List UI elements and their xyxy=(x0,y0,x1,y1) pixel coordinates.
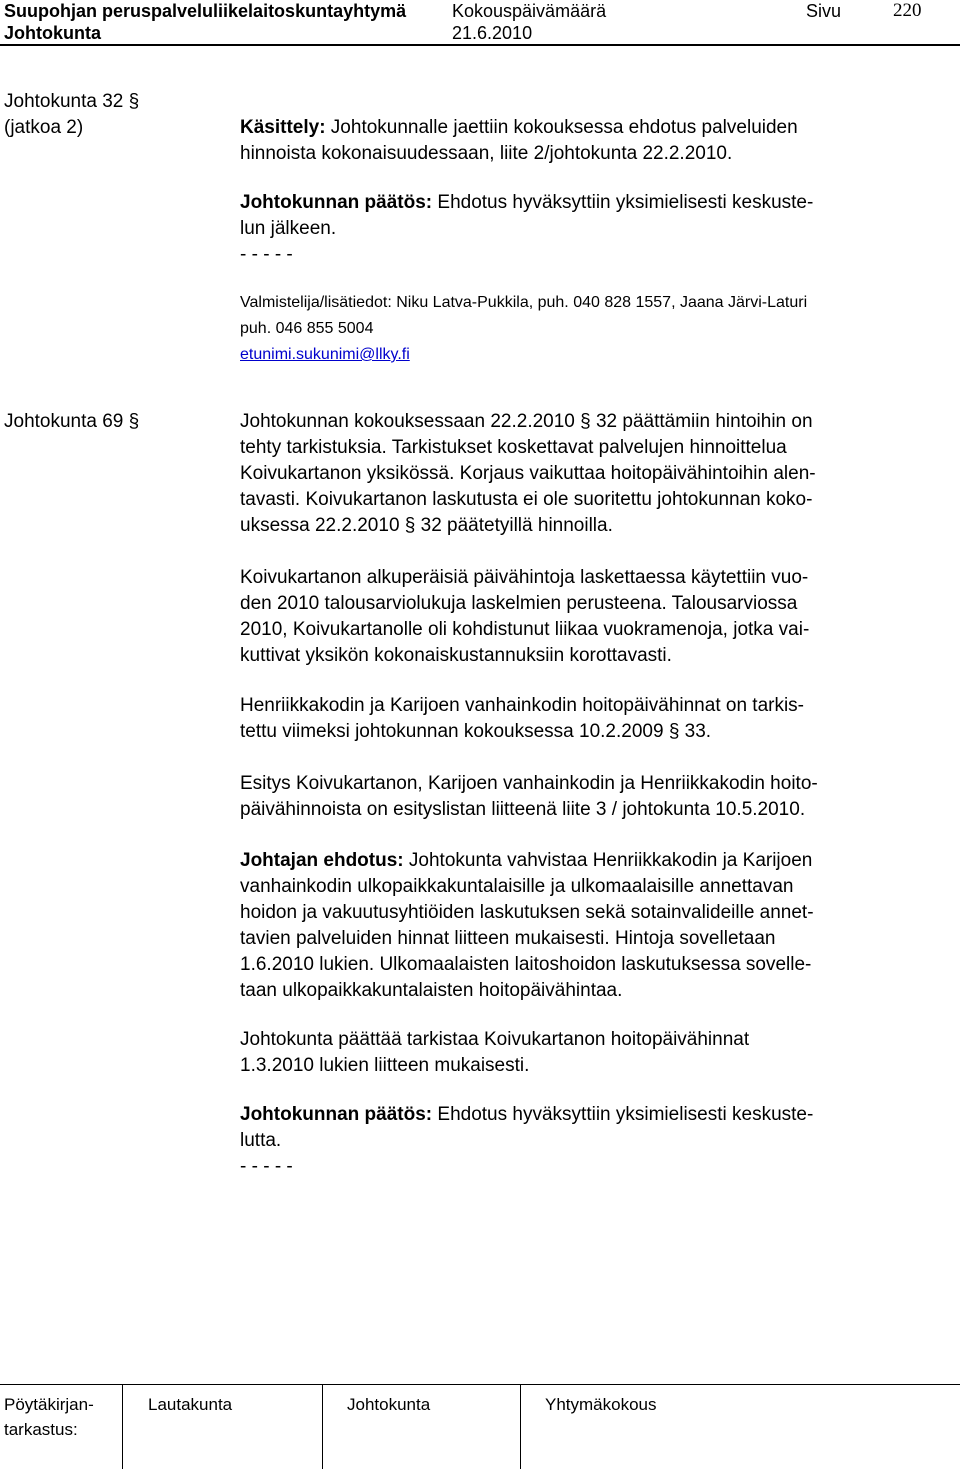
footer-yhtymakokous: Yhtymäkokous xyxy=(545,1395,657,1414)
paatos-label-69: Johtokunnan päätös: xyxy=(240,1104,433,1125)
p1-line-5: uksessa 22.2.2010 § 32 päätetyillä hinnoilla. xyxy=(240,515,613,536)
ehdotus-line-3: hoidon ja vakuutusyhtiöiden laskutuksen sekä sotainvalideille annet- xyxy=(240,902,814,923)
footer-separator-3 xyxy=(520,1385,521,1469)
paatos-text-32-2: lun jälkeen. xyxy=(240,218,337,239)
ehdotus-line-4: tavien palveluiden hinnat liitteen mukaisesti. Hintoja sovelletaan xyxy=(240,928,776,949)
p1-line-1: Johtokunnan kokouksessaan 22.2.2010 § 32 päättämiin hintoihin on xyxy=(240,411,813,432)
page-label: Sivu xyxy=(806,1,842,21)
footer-review-line-2: tarkastus: xyxy=(4,1420,78,1439)
governing-body: Johtokunta xyxy=(4,23,101,43)
ehdotus-label: Johtajan ehdotus: xyxy=(240,850,404,871)
p2-line-1: Koivukartanon alkuperäisiä päivähintoja laskettaessa käytettiin vuo- xyxy=(240,567,809,588)
paragraph-6 xyxy=(240,1027,940,1079)
paragraph-4 xyxy=(240,771,940,823)
p1-line-3: Koivukartanon yksikössä. Korjaus vaikuttaa hoitopäivähintoihin alen- xyxy=(240,463,816,484)
p6-line-2: 1.3.2010 lukien liitteen mukaisesti. xyxy=(240,1055,530,1076)
footer-review-line-1: Pöytäkirjan- xyxy=(4,1395,94,1414)
footer-lautakunta: Lautakunta xyxy=(148,1395,233,1414)
p6-line-1: Johtokunta päättää tarkistaa Koivukartanon hoitopäivähinnat xyxy=(240,1029,750,1050)
page-header xyxy=(0,0,960,46)
contact-email-link[interactable]: etunimi.sukunimi@llky.fi xyxy=(240,346,410,363)
footer-review-label xyxy=(4,1392,94,1442)
page-number: 220 xyxy=(893,0,922,21)
footer-johtokunta: Johtokunta xyxy=(347,1395,431,1414)
separator-32: - - - - - xyxy=(240,244,293,265)
contact-line-2: puh. 046 855 5004 xyxy=(240,320,374,337)
header-divider xyxy=(0,44,960,46)
paatos-text-32-1: Ehdotus hyväksyttiin yksimielisesti keskuste- xyxy=(432,192,814,213)
footer-separator-2 xyxy=(322,1385,323,1469)
paatos-text-69-1: Ehdotus hyväksyttiin yksimielisesti keskuste- xyxy=(432,1104,814,1125)
ehdotus-line-6: taan ulkopaikkakuntalaisten hoitopäivähintaa. xyxy=(240,980,623,1001)
paatos-paragraph-69 xyxy=(240,1102,940,1180)
kasittely-text-2: hinnoista kokonaisuudessaan, liite 2/johtokunta 22.2.2010. xyxy=(240,143,733,164)
paatos-text-69-2: lutta. xyxy=(240,1130,282,1151)
p2-line-2: den 2010 talousarviolukuja laskelmien perusteena. Talousarviossa xyxy=(240,593,798,614)
p4-line-2: päivähinnoista on esityslistan liitteenä liite 3 / johtokunta 10.5.2010. xyxy=(240,799,806,820)
paragraph-3 xyxy=(240,693,940,745)
p2-line-3: 2010, Koivukartanolle oli kohdistunut liikaa vuokramenoja, jotka vai- xyxy=(240,619,810,640)
ehdotus-line-5: 1.6.2010 lukien. Ulkomaalaisten laitoshoidon laskutuksessa sovelle- xyxy=(240,954,812,975)
ehdotus-line-1: Johtokunta vahvistaa Henriikkakodin ja Karijoen xyxy=(403,850,813,871)
section-label-69: Johtokunta 69 § xyxy=(4,411,140,432)
p1-line-2: tehty tarkistuksia. Tarkistukset koskettavat palvelujen hinnoittelua xyxy=(240,437,787,458)
section-label-32 xyxy=(4,89,139,141)
kasittely-label: Käsittely: xyxy=(240,117,326,138)
footer-divider xyxy=(0,1384,960,1385)
meeting-date: 21.6.2010 xyxy=(452,23,533,43)
contact-line-1: Valmistelija/lisätiedot: Niku Latva-Pukkila, puh. 040 828 1557, Jaana Järvi-Laturi xyxy=(240,294,808,311)
paragraph-1 xyxy=(240,409,940,539)
contact-info xyxy=(240,290,940,368)
section-label-32-line2: (jatkoa 2) xyxy=(4,117,84,138)
p3-line-1: Henriikkakodin ja Karijoen vanhainkodin hoitopäivähinnat on tarkis- xyxy=(240,695,805,716)
ehdotus-line-2: vanhainkodin ulkopaikkakuntalaisille ja ulkomaalaisille annettavan xyxy=(240,876,794,897)
kasittely-paragraph xyxy=(240,115,940,167)
p3-line-2: tettu viimeksi johtokunnan kokouksessa 10.2.2009 § 33. xyxy=(240,721,712,742)
kasittely-text-1: Johtokunnalle jaettiin kokouksessa ehdotus palveluiden xyxy=(325,117,798,138)
p1-line-4: tavasti. Koivukartanon laskutusta ei ole suoritettu johtokunnan koko- xyxy=(240,489,813,510)
paragraph-2 xyxy=(240,565,940,669)
ehdotus-paragraph xyxy=(240,848,940,1004)
footer-separator-1 xyxy=(122,1385,123,1469)
paatos-label-32: Johtokunnan päätös: xyxy=(240,192,433,213)
meeting-date-label: Kokouspäivämäärä xyxy=(452,1,607,21)
p2-line-4: kuttivat yksikön kokonaiskustannuksiin korottavasti. xyxy=(240,645,672,666)
paatos-paragraph-32 xyxy=(240,190,940,268)
organization-name: Suupohjan peruspalveluliikelaitoskuntayhtymä xyxy=(4,1,407,21)
p4-line-1: Esitys Koivukartanon, Karijoen vanhainkodin ja Henriikkakodin hoito- xyxy=(240,773,818,794)
section-label-32-line1: Johtokunta 32 § xyxy=(4,91,140,112)
separator-69: - - - - - xyxy=(240,1156,293,1177)
